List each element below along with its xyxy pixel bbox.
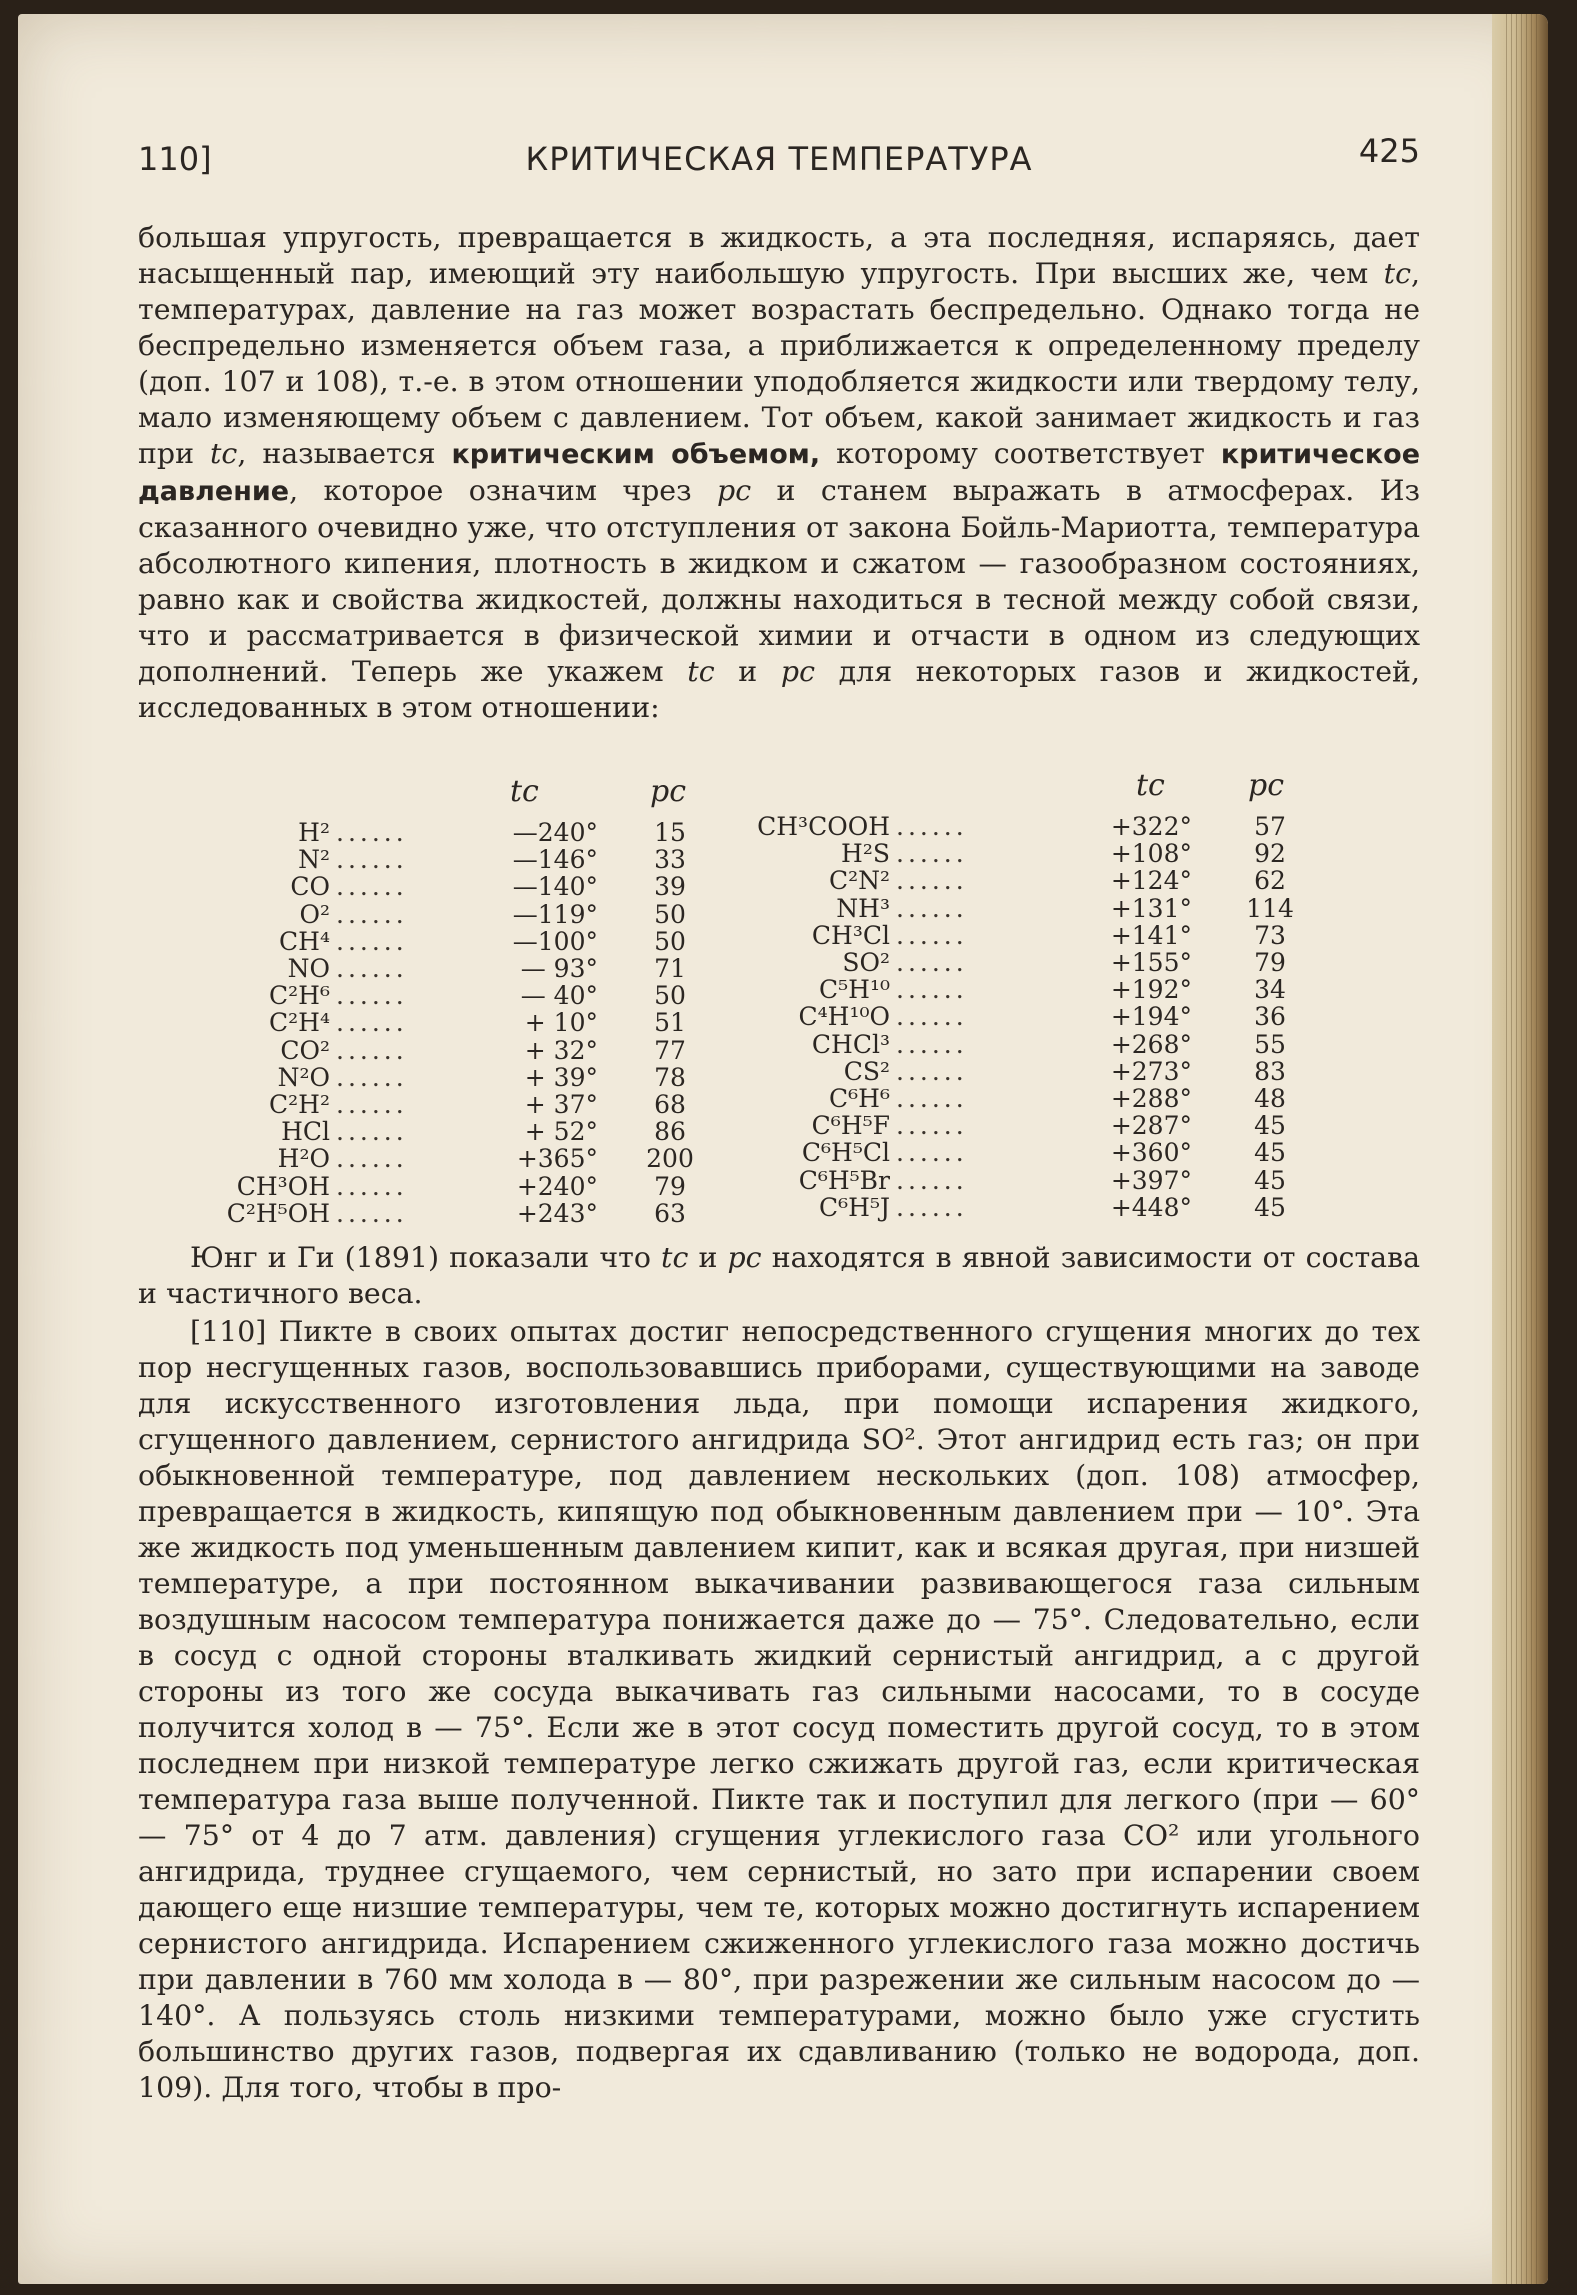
critical-temperature: —240°	[512, 818, 598, 847]
critical-pressure: 92	[1254, 839, 1286, 869]
table-row	[188, 1138, 1328, 1168]
compound-formula: CH⁴	[279, 926, 330, 956]
critical-temperature: +448°	[1110, 1192, 1192, 1222]
leader-dots: ......	[896, 1002, 968, 1032]
running-title: КРИТИЧЕСКАЯ ТЕМПЕРАТУРА	[525, 140, 1033, 178]
critical-temperature: +287°	[1110, 1111, 1192, 1141]
leader-dots: ......	[336, 1198, 408, 1228]
critical-temperature: +243°	[516, 1198, 598, 1228]
compound-formula: C⁶H⁵Cl	[801, 1138, 890, 1168]
right-tc-header: tc	[1136, 768, 1165, 803]
compound-formula: NH³	[836, 893, 890, 923]
critical-pressure: 200	[646, 1144, 694, 1174]
text-run: для некоторых газов и жидкостей, исследованных в этом отношении:	[138, 655, 1420, 724]
compound-formula: C⁴H¹⁰O	[798, 1002, 890, 1032]
critical-pressure: 63	[654, 1198, 686, 1228]
compound-formula: O²	[299, 899, 330, 929]
leader-dots: ......	[896, 1192, 968, 1222]
text-run: большая упругость, превращается в жидкость, а эта последняя, испаряясь, дает насыщенный пар, имеющий эту наибольшую упругость. При высших же, чем	[138, 221, 1420, 290]
table-row	[188, 921, 1328, 948]
critical-pressure: 114	[1246, 893, 1294, 923]
page-header	[138, 132, 1420, 182]
leader-dots: ......	[896, 893, 968, 923]
leader-dots: ......	[896, 839, 968, 869]
critical-temperature: + 32°	[524, 1035, 598, 1065]
table-row	[188, 1002, 1328, 1032]
leader-dots: ......	[336, 1035, 408, 1065]
critical-pressure: 86	[654, 1117, 686, 1147]
table-row	[188, 839, 1328, 869]
critical-temperature: +240°	[516, 1171, 598, 1201]
critical-temperature: +124°	[1110, 866, 1192, 896]
leader-dots: ......	[336, 981, 408, 1011]
critical-pressure: 36	[1254, 1002, 1286, 1032]
critical-pressure: 45	[1254, 1138, 1286, 1168]
critical-pressure: 83	[1254, 1056, 1286, 1086]
critical-pressure: 45	[1254, 1165, 1286, 1195]
leader-dots: ......	[336, 818, 408, 847]
critical-pressure: 33	[654, 845, 686, 875]
critical-pressure: 57	[1254, 812, 1286, 841]
critical-temperature: +273°	[1110, 1056, 1192, 1086]
book-spine	[1492, 14, 1548, 2284]
critical-pressure: 50	[654, 926, 686, 956]
table-row	[188, 866, 1328, 896]
leader-dots: ......	[896, 1056, 968, 1086]
leader-dots: ......	[896, 975, 968, 1005]
book-page	[18, 14, 1548, 2284]
text-run: которому соответствует	[820, 437, 1221, 470]
leader-dots: ......	[336, 1062, 408, 1092]
symbol-tc: tc	[661, 1241, 689, 1274]
paragraph-1	[138, 220, 1420, 726]
symbol-pc: pc	[717, 474, 752, 507]
critical-temperature: + 10°	[524, 1008, 598, 1038]
critical-pressure: 39	[654, 872, 686, 902]
critical-temperature: + 52°	[524, 1117, 598, 1147]
critical-pressure: 79	[1254, 948, 1286, 977]
leader-dots: ......	[336, 1117, 408, 1147]
critical-pressure: 34	[1254, 975, 1286, 1005]
compound-formula: H²	[298, 818, 330, 847]
critical-temperature: —119°	[512, 899, 598, 929]
symbol-pc: pc	[780, 655, 815, 688]
leader-dots: ......	[336, 845, 408, 875]
leader-dots: ......	[336, 899, 408, 929]
text-run: находятся в явной зависимости от состава и частичного веса.	[138, 1241, 1421, 1310]
compound-formula: H²O	[277, 1144, 330, 1174]
table-row	[188, 948, 1328, 975]
critical-temperature: +322°	[1110, 812, 1192, 841]
critical-temperature: — 40°	[520, 981, 598, 1011]
critical-pressure: 79	[654, 1171, 686, 1201]
critical-pressure: 45	[1254, 1192, 1286, 1222]
critical-temperature: +108°	[1110, 839, 1192, 869]
section-number: 110]	[138, 140, 212, 178]
right-pc-header: pc	[1248, 768, 1285, 803]
critical-temperature: —140°	[512, 872, 598, 902]
text-run: , температурах, давление на газ может возрастать беспредельно. Однако тогда не беспредельно изменяется объем газа, а приближается к определенному пределу (доп. 107 и 108), т.-е. в этом отношении уподобляется жидкости или твердому телу, мало изменяющему объем с давлением. Тот объем, какой занимает жидкость и газ при	[138, 257, 1420, 470]
critical-temperature: +288°	[1110, 1084, 1192, 1113]
critical-temperature: +194°	[1110, 1002, 1192, 1032]
paragraph-2	[138, 1240, 1420, 1312]
critical-temperature: —100°	[512, 926, 598, 956]
leader-dots: ......	[896, 812, 968, 841]
critical-pressure: 50	[654, 981, 686, 1011]
critical-pressure: 50	[654, 899, 686, 929]
left-pc-header: pc	[650, 774, 687, 809]
text-run: Юнг и Ги (1891) показали что	[190, 1241, 662, 1274]
critical-pressure: 71	[654, 954, 686, 983]
leader-dots: ......	[896, 866, 968, 896]
critical-pressure: 48	[1254, 1084, 1286, 1113]
table-row	[188, 975, 1328, 1005]
critical-temperature: +131°	[1110, 893, 1192, 923]
leader-dots: ......	[336, 872, 408, 902]
text-run: и станем выражать в атмосферах. Из сказанного очевидно уже, что отступления от закона Бойль-Мариотта, температура абсолютного кипения, плотность в жидком и сжатом — газообразном состояниях, равно как и свойства жидкостей, должны находиться в тесной между собой связи, что и рассматривается в физической химии и отчасти в одном из следующих дополнений. Теперь же укажем	[138, 474, 1420, 688]
critical-temperature: — 93°	[520, 954, 598, 983]
compound-formula: C⁶H⁵J	[819, 1192, 890, 1222]
critical-pressure: 78	[654, 1062, 686, 1092]
critical-pressure: 15	[654, 818, 686, 847]
compound-formula: CO²	[280, 1035, 330, 1065]
critical-temperature: +155°	[1110, 948, 1192, 977]
critical-constants-table	[188, 768, 1328, 1244]
critical-pressure: 62	[1254, 866, 1286, 896]
leader-dots: ......	[336, 1090, 408, 1119]
symbol-pc: pc	[727, 1241, 762, 1274]
paragraph-3: [110] Пикте в своих опытах достиг непосредственного сгущения многих до тех пор несгущенных газов, воспользовавшись приборами, существующими на заводе для искусственного изготовления льда, при помощи испарения жидкого, сгущенного давлением, сернистого ангидрида SO². Этот ангидрид есть газ; он при обыкновенной температуре, под давлением нескольких (доп. 108) атмосфер, превращается в жидкость, кипящую под обыкновенным давлением при — 10°. Эта же жидкость под уменьшенным давлением кипит, как и всякая другая, при низшей температуре, а при постоянном выкачивании развивающегося газа сильным воздушным насосом температура понижается даже до — 75°. Следовательно, если в сосуд с одной стороны вталкивать жидкий сернистый ангидрид, а с другой стороны из того же сосуда выкачивать газ сильными насосами, то в сосуде получится холод в — 75°. Если же в этот сосуд поместить другой сосуд, то в этом последнем при низкой температуре легко сжижать другой газ, если критическая температура газа выше полученной. Пикте так и поступил для легкого (при — 60° — 75° от 4 до 7 атм. давления) сгущения углекислого газа CO² или угольного ангидрида, труднее сгущаемого, чем сернистый, но зато при испарении своем дающего еще низшие температуры, чем те, которых можно достигнуть испарением сернистого ангидрида. Испарением сжиженного углекислого газа можно достичь при давлении в 760 мм холода в — 80°, при разрежении же сильным насосом до — 140°. А пользуясь столь низкими температурами, можно было уже сгустить большинство других газов, подвергая их сдавливанию (только не водорода, доп. 109). Для того, чтобы в про-	[138, 1315, 1420, 2104]
table-row	[188, 894, 1328, 921]
critical-pressure: 73	[1254, 920, 1286, 950]
leader-dots: ......	[336, 1008, 408, 1038]
leader-dots: ......	[896, 1084, 968, 1113]
table-row	[188, 1084, 1328, 1111]
critical-pressure: 45	[1254, 1111, 1286, 1141]
compound-formula: C²H⁵OH	[226, 1198, 330, 1228]
leader-dots: ......	[336, 1144, 408, 1174]
table-row	[188, 1193, 1328, 1220]
term-critical-volume: критическим объемом,	[451, 439, 821, 470]
compound-formula: C⁶H⁶	[829, 1084, 890, 1113]
compound-formula: C²N²	[828, 866, 890, 896]
table-row	[188, 1030, 1328, 1057]
page-edges	[1506, 14, 1540, 2284]
leader-dots: ......	[896, 1138, 968, 1168]
leader-dots: ......	[336, 926, 408, 956]
critical-pressure: 51	[654, 1008, 686, 1038]
leader-dots: ......	[336, 954, 408, 983]
table-row	[188, 1166, 1328, 1193]
critical-temperature: +397°	[1110, 1165, 1192, 1195]
symbol-tc: tc	[210, 437, 238, 470]
text-run: , которое означим чрез	[289, 474, 718, 507]
compound-formula: CH³Cl	[811, 920, 890, 950]
critical-pressure: 77	[654, 1035, 686, 1065]
left-tc-header: tc	[510, 774, 539, 809]
compound-formula: CH³COOH	[757, 812, 890, 841]
symbol-tc: tc	[687, 655, 715, 688]
table-row	[188, 1111, 1328, 1141]
compound-formula: N²O	[277, 1062, 330, 1092]
critical-temperature: + 37°	[524, 1090, 598, 1119]
table-row	[188, 1057, 1328, 1084]
leader-dots: ......	[896, 1165, 968, 1195]
leader-dots: ......	[896, 1029, 968, 1059]
term-critical-pressure: критическое давление	[138, 439, 1421, 507]
critical-pressure: 55	[1254, 1029, 1286, 1059]
compound-formula: C²H⁶	[269, 981, 330, 1011]
table-row	[188, 812, 1328, 839]
leader-dots: ......	[896, 1111, 968, 1141]
compound-formula: NO	[287, 954, 330, 983]
compound-formula: CS²	[843, 1056, 890, 1086]
page-number: 425	[1358, 132, 1420, 170]
critical-temperature: —146°	[512, 845, 598, 875]
leader-dots: ......	[336, 1171, 408, 1201]
compound-formula: HCl	[281, 1117, 330, 1147]
compound-formula: CO	[290, 872, 330, 902]
compound-formula: C²H²	[269, 1090, 330, 1119]
compound-formula: C⁶H⁵Br	[798, 1165, 890, 1195]
compound-formula: H²S	[841, 839, 890, 869]
text-run: и	[714, 655, 781, 688]
symbol-tc: tc	[1383, 257, 1411, 290]
compound-formula: CH³OH	[236, 1171, 330, 1201]
text-run: , называется	[237, 437, 452, 470]
compound-formula: C⁵H¹⁰	[819, 975, 890, 1005]
compound-formula: CHCl³	[811, 1029, 890, 1059]
critical-temperature: +268°	[1110, 1029, 1192, 1059]
critical-temperature: +141°	[1110, 920, 1192, 950]
compound-formula: C⁶H⁵F	[811, 1111, 890, 1141]
critical-pressure: 68	[654, 1090, 686, 1119]
critical-temperature: +365°	[516, 1144, 598, 1174]
critical-temperature: + 39°	[524, 1062, 598, 1092]
critical-temperature: +192°	[1110, 975, 1192, 1005]
compound-formula: C²H⁴	[269, 1008, 330, 1038]
compound-formula: SO²	[842, 948, 890, 977]
compound-formula: N²	[298, 845, 330, 875]
critical-temperature: +360°	[1110, 1138, 1192, 1168]
text-run: и	[688, 1241, 728, 1274]
leader-dots: ......	[896, 920, 968, 950]
leader-dots: ......	[896, 948, 968, 977]
